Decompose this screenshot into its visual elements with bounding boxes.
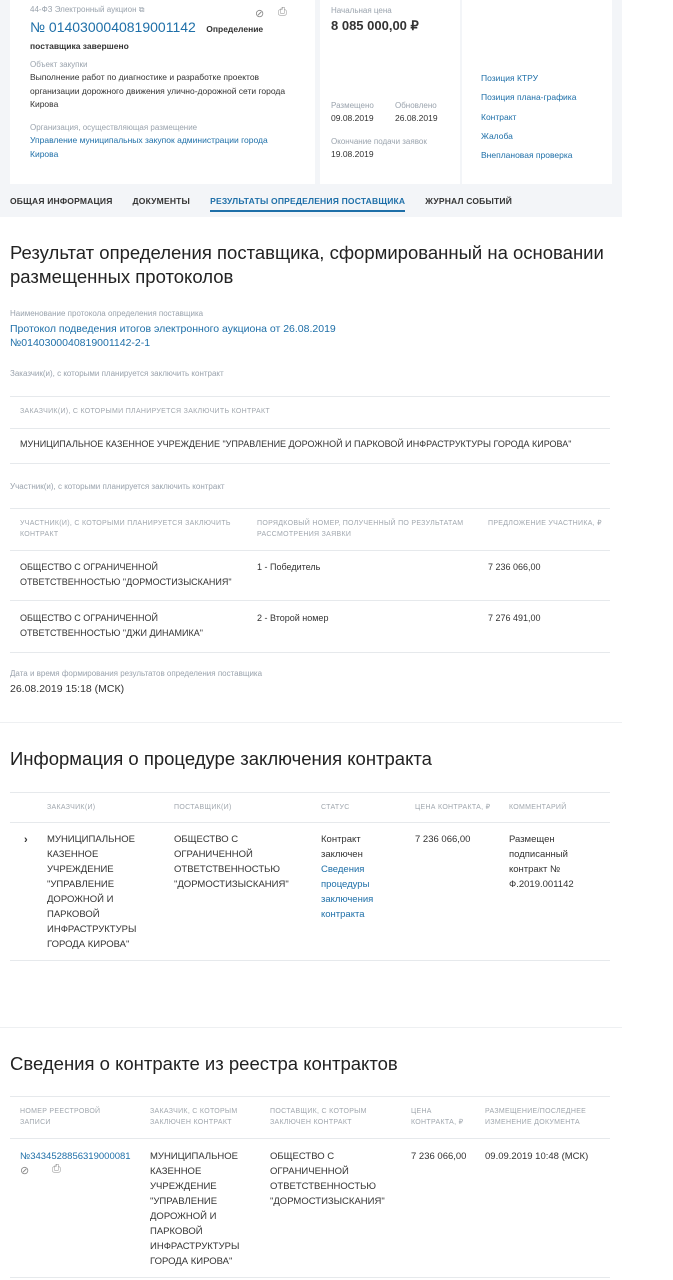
registry-header-customer: ЗАКАЗЧИК, С КОТОРЫМ ЗАКЛЮЧЕН КОНТРАКТ [150, 1108, 238, 1126]
date-value: 26.08.2019 15:18 (МСК) [10, 683, 125, 695]
protocol-label: Наименование протокола определения поставщика [10, 309, 204, 318]
related-links [481, 69, 576, 165]
link-plan-schedule[interactable]: Позиция плана-графика [481, 92, 577, 103]
participant-name: ОБЩЕСТВО С ОГРАНИЧЕННОЙ ОТВЕТСТВЕННОСТЬЮ "ДОРМОСТИЗЫСКАНИЯ" [20, 562, 232, 587]
procedure-details-link[interactable]: Сведения процедуры заключения контракта [321, 864, 374, 920]
expand-chevron-icon[interactable]: › [24, 834, 28, 846]
registry-customer: МУНИЦИПАЛЬНОЕ КАЗЕННОЕ УЧРЕЖДЕНИЕ "УПРАВЛЕНИЕ ДОРОЖНОЙ И ПАРКОВОЙ ИНФРАСТРУКТУРЫ ГОРОДА КИРОВА" [150, 1151, 240, 1267]
link-complaint[interactable]: Жалоба [481, 130, 513, 141]
print-icon[interactable]: ⎙ [278, 6, 287, 18]
object-value: Выполнение работ по диагностике и разработке проектов организации дорожного движения улично-дорожной сети города Кирова [30, 72, 286, 109]
deadline-label: Окончание подачи заявок [331, 137, 427, 146]
purchase-type: 44-ФЗ Электронный аукцион ⧉ [30, 5, 145, 14]
posted-label: Размещено [331, 101, 374, 110]
procedure-title: Информация о процедуре заключения контракта [10, 748, 432, 769]
link-contract[interactable]: Контракт [481, 111, 517, 122]
registry-title: Сведения о контракте из реестра контрактов [10, 1053, 398, 1074]
purchase-number-block [30, 20, 280, 54]
registry-number-link[interactable]: №3434528856319000081 [20, 1151, 131, 1162]
procedure-price: 7 236 066,00 [415, 834, 471, 845]
participants-label: Участник(и), с которыми планируется заключить контракт [10, 482, 225, 491]
participant-offer: 7 276 491,00 [488, 613, 541, 623]
posted-value: 09.08.2019 [331, 113, 374, 123]
purchase-main-card [10, 0, 315, 184]
procedure-header-price: ЦЕНА КОНТРАКТА, ₽ [415, 804, 491, 811]
registry-date: 09.09.2019 10:48 (МСК) [485, 1151, 589, 1162]
compass-icon[interactable]: ⊘ [20, 1165, 30, 1177]
protocol-link[interactable]: Протокол подведения итогов электронного аукциона от 26.08.2019 №0140300040819001142-2-1 [10, 323, 336, 349]
procedure-header-customer: ЗАКАЗЧИК(И) [47, 804, 96, 811]
price-card [320, 0, 460, 184]
copy-icon[interactable]: ⧉ [138, 5, 145, 14]
procedure-status [321, 832, 391, 922]
participants-header-name: УЧАСТНИК(И), С КОТОРЫМИ ПЛАНИРУЕТСЯ ЗАКЛЮЧИТЬ КОНТРАКТ [20, 520, 231, 538]
procedure-customer: МУНИЦИПАЛЬНОЕ КАЗЕННОЕ УЧРЕЖДЕНИЕ "УПРАВЛЕНИЕ ДОРОЖНОЙ И ПАРКОВОЙ ИНФРАСТРУКТУРЫ ГОРОДА КИРОВА" [47, 834, 137, 950]
updated-label: Обновлено [395, 101, 437, 110]
procedure-header-supplier: ПОСТАВЩИК(И) [174, 804, 232, 811]
participant-rank: 2 - Второй номер [257, 613, 329, 623]
tab-general[interactable]: ОБЩАЯ ИНФОРМАЦИЯ [10, 196, 113, 206]
participant-offer: 7 236 066,00 [488, 562, 541, 572]
updated-value: 26.08.2019 [395, 113, 438, 123]
deadline-value: 19.08.2019 [331, 149, 374, 159]
price-value: 8 085 000,00 ₽ [331, 18, 419, 33]
procedure-comment: Размещен подписанный контракт № Ф.2019.001142 [509, 834, 574, 890]
tabs [10, 196, 512, 212]
participants-header-offer: ПРЕДЛОЖЕНИЕ УЧАСТНИКА, ₽ [488, 520, 602, 527]
object-label: Объект закупки [30, 60, 88, 69]
tab-results[interactable]: РЕЗУЛЬТАТЫ ОПРЕДЕЛЕНИЯ ПОСТАВЩИКА [210, 196, 405, 212]
print-icon[interactable]: ⎙ [52, 1163, 61, 1175]
price-label: Начальная цена [331, 6, 392, 15]
result-title: Результат определения поставщика, сформированный на основании размещенных протоколов [10, 242, 604, 287]
participant-rank: 1 - Победитель [257, 562, 321, 572]
date-label: Дата и время формирования результатов определения поставщика [10, 669, 263, 678]
procedure-header-comment: КОММЕНТАРИЙ [509, 804, 567, 811]
customers-header: ЗАКАЗЧИК(И), С КОТОРЫМИ ПЛАНИРУЕТСЯ ЗАКЛЮЧИТЬ КОНТРАКТ [20, 408, 270, 415]
links-card [462, 0, 612, 184]
tab-events[interactable]: ЖУРНАЛ СОБЫТИЙ [425, 196, 513, 206]
procedure-header-status: СТАТУС [321, 804, 350, 811]
purchase-status: Определение поставщика завершено [30, 24, 264, 51]
link-inspection[interactable]: Внеплановая проверка [481, 150, 573, 161]
participants-header-rank: ПОРЯДКОВЫЙ НОМЕР, ПОЛУЧЕННЫЙ ПО РЕЗУЛЬТАТАМ РАССМОТРЕНИЯ ЗАЯВКИ [257, 520, 464, 538]
link-ktru[interactable]: Позиция КТРУ [481, 73, 538, 83]
registry-header-number: НОМЕР РЕЕСТРОВОЙ ЗАПИСИ [20, 1108, 101, 1126]
customers-label: Заказчик(и), с которыми планируется заключить контракт [10, 369, 224, 378]
tab-documents[interactable]: ДОКУМЕНТЫ [132, 196, 191, 206]
customer-name: МУНИЦИПАЛЬНОЕ КАЗЕННОЕ УЧРЕЖДЕНИЕ "УПРАВЛЕНИЕ ДОРОЖНОЙ И ПАРКОВОЙ ИНФРАСТРУКТУРЫ ГОРОДА КИРОВА" [20, 439, 572, 449]
compass-icon[interactable]: ⊘ [255, 8, 265, 20]
status-text: Контракт заключен [321, 834, 363, 860]
purchase-number[interactable]: № 0140300040819001142 [30, 19, 196, 35]
registry-supplier: ОБЩЕСТВО С ОГРАНИЧЕННОЙ ОТВЕТСТВЕННОСТЬЮ "ДОРМОСТИЗЫСКАНИЯ" [270, 1151, 385, 1207]
org-label: Организация, осуществляющая размещение [30, 123, 198, 132]
org-link[interactable]: Управление муниципальных закупок администрации города Кирова [30, 135, 268, 159]
registry-header-price: ЦЕНА КОНТРАКТА, ₽ [411, 1108, 464, 1126]
registry-price: 7 236 066,00 [411, 1151, 467, 1162]
purchase-header [0, 0, 622, 217]
participant-name: ОБЩЕСТВО С ОГРАНИЧЕННОЙ ОТВЕТСТВЕННОСТЬЮ "ДЖИ ДИНАМИКА" [20, 613, 203, 638]
registry-header-supplier: ПОСТАВЩИК, С КОТОРЫМ ЗАКЛЮЧЕН КОНТРАКТ [270, 1108, 367, 1126]
procedure-supplier: ОБЩЕСТВО С ОГРАНИЧЕННОЙ ОТВЕТСТВЕННОСТЬЮ "ДОРМОСТИЗЫСКАНИЯ" [174, 834, 289, 890]
registry-header-date: РАЗМЕЩЕНИЕ/ПОСЛЕДНЕЕ ИЗМЕНЕНИЕ ДОКУМЕНТА [485, 1108, 587, 1126]
